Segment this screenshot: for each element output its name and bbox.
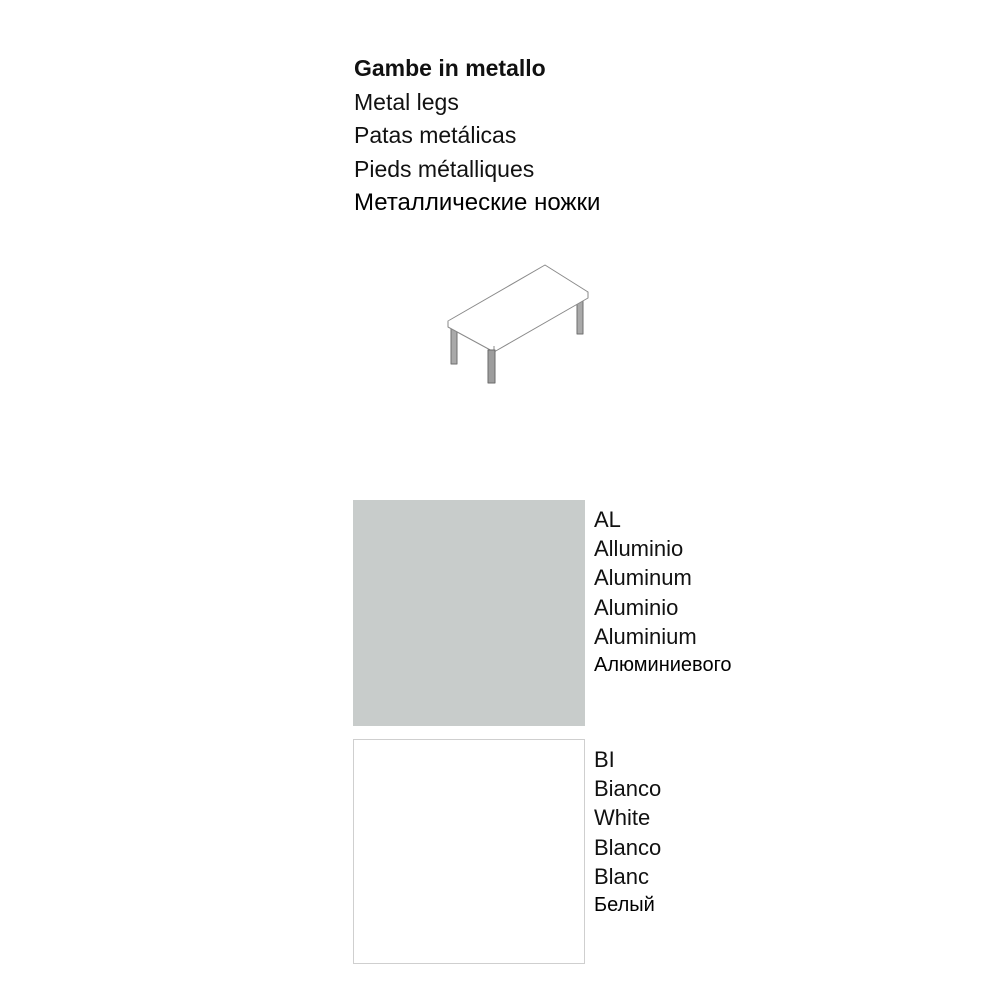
white-name-english: White (594, 805, 651, 831)
aluminium-name-french: Aluminium (594, 623, 697, 649)
table-with-metal-legs-icon (438, 258, 598, 393)
heading-french: Pieds métalliques (354, 155, 535, 182)
heading-russian: Металлические ножки (354, 189, 601, 216)
aluminium-name-italian: Alluminio (594, 536, 684, 562)
heading-english: Metal legs (354, 88, 459, 115)
aluminium-finish-names (594, 505, 732, 680)
heading-spanish: Patas metálicas (354, 122, 517, 148)
heading-block (354, 52, 600, 220)
aluminium-name-english: Aluminum (594, 565, 692, 591)
aluminium-swatch (353, 500, 585, 726)
white-name-french: Blanc (594, 863, 650, 889)
front-leg (488, 350, 495, 383)
white-name-italian: Bianco (594, 776, 662, 802)
white-name-spanish: Blanco (594, 834, 662, 860)
white-name-russian: Белый (594, 894, 655, 917)
aluminium-name-spanish: Aluminio (594, 594, 679, 620)
heading-italian: Gambe in metallo (354, 55, 546, 81)
white-code: BI (594, 747, 615, 772)
white-finish-names (594, 745, 661, 920)
white-swatch (353, 739, 585, 964)
aluminium-code: AL (594, 507, 621, 532)
aluminium-name-russian: Алюминиевого (594, 654, 732, 677)
